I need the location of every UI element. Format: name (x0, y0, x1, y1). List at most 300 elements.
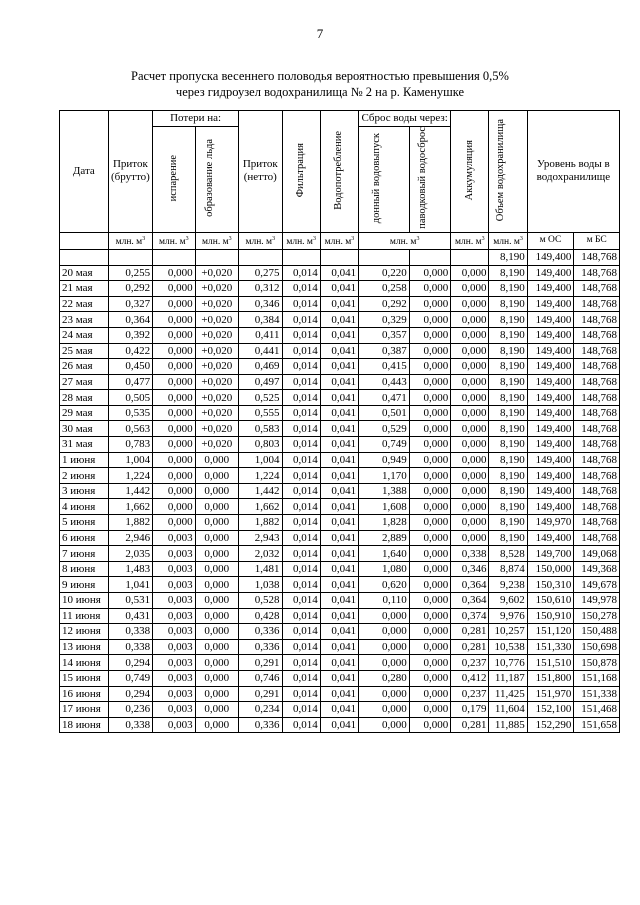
cell-filtration: 0,014 (282, 343, 320, 359)
header-bottom-outlet: донный водовыпуск (370, 132, 382, 223)
cell-level-os: 150,000 (527, 561, 574, 577)
cell-filtration: 0,014 (282, 639, 320, 655)
cell-volume: 8,190 (489, 515, 527, 531)
cell-volume: 8,190 (489, 281, 527, 297)
header-spillway: паводковый водосброс (416, 127, 428, 229)
cell-inflow-gross: 0,338 (108, 624, 153, 640)
cell-bottom-outlet: 0,749 (359, 437, 410, 453)
cell-spillway: 0,000 (409, 561, 450, 577)
header-inflow-gross: Приток (брутто) (108, 111, 153, 233)
cell-accumulation: 0,000 (451, 483, 489, 499)
cell-consumption: 0,041 (320, 452, 358, 468)
unit-cell: млн. $м^3$ (108, 232, 153, 249)
cell-ice-formation: 0,000 (195, 483, 238, 499)
cell-spillway: 0,000 (409, 296, 450, 312)
cell-date: 3 июня (60, 483, 109, 499)
cell-level-bs: 148,768 (574, 515, 620, 531)
header-inflow-net: Приток (нетто) (239, 111, 282, 233)
cell-volume: 8,190 (489, 390, 527, 406)
cell-consumption: 0,041 (320, 608, 358, 624)
cell-level-bs: 150,488 (574, 624, 620, 640)
cell-evaporation: 0,003 (153, 546, 195, 562)
units-row (60, 232, 620, 249)
page-number: 7 (316, 26, 324, 41)
cell-evaporation: 0,000 (153, 374, 195, 390)
cell-level-os: 149,400 (527, 405, 574, 421)
cell-level-bs: 150,698 (574, 639, 620, 655)
cell-date: 13 июня (60, 639, 109, 655)
cell-bottom-outlet: 0,471 (359, 390, 410, 406)
cell-spillway: 0,000 (409, 593, 450, 609)
initial-volume: 8,190 (489, 249, 527, 265)
table-row (60, 593, 620, 609)
cell-consumption: 0,041 (320, 593, 358, 609)
header-accumulation-cell (451, 111, 489, 233)
cell-evaporation: 0,000 (153, 281, 195, 297)
cell-consumption: 0,041 (320, 702, 358, 718)
table-row (60, 405, 620, 421)
cell-level-bs: 149,678 (574, 577, 620, 593)
cell-spillway: 0,000 (409, 702, 450, 718)
cell-filtration: 0,014 (282, 483, 320, 499)
cell-filtration: 0,014 (282, 281, 320, 297)
cell-accumulation: 0,000 (451, 405, 489, 421)
cell-accumulation: 0,364 (451, 593, 489, 609)
cell-filtration: 0,014 (282, 296, 320, 312)
cell-filtration: 0,014 (282, 312, 320, 328)
cell-inflow-gross: 0,392 (108, 327, 153, 343)
cell-date: 4 июня (60, 499, 109, 515)
cell-volume: 8,190 (489, 452, 527, 468)
cell-volume: 11,187 (489, 670, 527, 686)
cell-date: 24 мая (60, 327, 109, 343)
cell-evaporation: 0,003 (153, 686, 195, 702)
cell-accumulation: 0,000 (451, 296, 489, 312)
cell-level-os: 151,120 (527, 624, 574, 640)
cell-spillway: 0,000 (409, 452, 450, 468)
header-evaporation-cell (153, 127, 195, 233)
cell-consumption: 0,041 (320, 561, 358, 577)
cell-level-bs: 148,768 (574, 483, 620, 499)
cell-bottom-outlet: 2,889 (359, 530, 410, 546)
cell-inflow-net: 1,038 (239, 577, 282, 593)
cell-level-os: 149,400 (527, 530, 574, 546)
cell-level-os: 149,400 (527, 281, 574, 297)
cell-ice-formation: +0,020 (195, 343, 238, 359)
cell-spillway: 0,000 (409, 437, 450, 453)
cell-spillway: 0,000 (409, 515, 450, 531)
cell-evaporation: 0,000 (153, 265, 195, 281)
cell-ice-formation: +0,020 (195, 390, 238, 406)
cell-ice-formation: +0,020 (195, 405, 238, 421)
cell-evaporation: 0,003 (153, 593, 195, 609)
cell-inflow-gross: 0,422 (108, 343, 153, 359)
initial-row (60, 249, 620, 265)
cell-bottom-outlet: 0,529 (359, 421, 410, 437)
table-row (60, 702, 620, 718)
cell-filtration: 0,014 (282, 405, 320, 421)
cell-inflow-net: 1,004 (239, 452, 282, 468)
cell-evaporation: 0,000 (153, 327, 195, 343)
cell-filtration: 0,014 (282, 499, 320, 515)
cell-evaporation: 0,003 (153, 561, 195, 577)
cell-spillway: 0,000 (409, 483, 450, 499)
cell-inflow-net: 0,803 (239, 437, 282, 453)
cell-inflow-net: 0,469 (239, 359, 282, 375)
cell-filtration: 0,014 (282, 515, 320, 531)
cell-level-os: 150,310 (527, 577, 574, 593)
cell-volume: 8,190 (489, 374, 527, 390)
header-filtration-cell (282, 111, 320, 233)
unit-m-bs: м БС (574, 232, 620, 249)
cell-accumulation: 0,281 (451, 717, 489, 733)
cell-ice-formation: 0,000 (195, 639, 238, 655)
cell-level-bs: 151,338 (574, 686, 620, 702)
cell-ice-formation: +0,020 (195, 359, 238, 375)
cell-accumulation: 0,000 (451, 437, 489, 453)
cell-evaporation: 0,000 (153, 296, 195, 312)
cell-volume: 11,885 (489, 717, 527, 733)
cell-filtration: 0,014 (282, 561, 320, 577)
cell-inflow-gross: 0,783 (108, 437, 153, 453)
table-row (60, 530, 620, 546)
table-row (60, 639, 620, 655)
cell-volume: 8,190 (489, 530, 527, 546)
cell-inflow-gross: 0,431 (108, 608, 153, 624)
cell-volume: 8,190 (489, 421, 527, 437)
cell-accumulation: 0,000 (451, 312, 489, 328)
cell-level-bs: 148,768 (574, 530, 620, 546)
cell-bottom-outlet: 0,280 (359, 670, 410, 686)
cell-consumption: 0,041 (320, 499, 358, 515)
cell-consumption: 0,041 (320, 530, 358, 546)
header-date: Дата (60, 111, 109, 233)
cell-level-os: 149,400 (527, 265, 574, 281)
cell-bottom-outlet: 0,329 (359, 312, 410, 328)
cell-volume: 8,190 (489, 483, 527, 499)
cell-level-bs: 148,768 (574, 437, 620, 453)
cell-filtration: 0,014 (282, 374, 320, 390)
header-filtration: Фильтрация (295, 142, 307, 198)
cell-level-os: 149,400 (527, 374, 574, 390)
cell-ice-formation: 0,000 (195, 717, 238, 733)
cell-consumption: 0,041 (320, 405, 358, 421)
cell-consumption: 0,041 (320, 483, 358, 499)
cell-evaporation: 0,003 (153, 624, 195, 640)
cell-level-os: 151,970 (527, 686, 574, 702)
cell-volume: 10,776 (489, 655, 527, 671)
cell-ice-formation: 0,000 (195, 686, 238, 702)
cell-date: 18 июня (60, 717, 109, 733)
cell-ice-formation: 0,000 (195, 577, 238, 593)
table-row (60, 468, 620, 484)
header-volume: Объем водохранилища (495, 118, 507, 221)
cell-date: 9 июня (60, 577, 109, 593)
cell-inflow-net: 1,662 (239, 499, 282, 515)
cell-volume: 9,238 (489, 577, 527, 593)
cell-date: 10 июня (60, 593, 109, 609)
cell-inflow-gross: 1,041 (108, 577, 153, 593)
cell-spillway: 0,000 (409, 374, 450, 390)
flood-calculation-table (59, 110, 620, 733)
unit-cell: млн. $м^3$ (282, 232, 320, 249)
cell-level-bs: 148,768 (574, 405, 620, 421)
cell-consumption: 0,041 (320, 374, 358, 390)
cell-volume: 8,528 (489, 546, 527, 562)
cell-ice-formation: 0,000 (195, 702, 238, 718)
cell-accumulation: 0,338 (451, 546, 489, 562)
header-consumption: Водопотребление (333, 130, 345, 210)
cell-level-bs: 148,768 (574, 312, 620, 328)
cell-date: 28 мая (60, 390, 109, 406)
cell-spillway: 0,000 (409, 405, 450, 421)
cell-level-bs: 149,368 (574, 561, 620, 577)
cell-accumulation: 0,000 (451, 390, 489, 406)
cell-inflow-gross: 1,224 (108, 468, 153, 484)
cell-inflow-gross: 0,338 (108, 717, 153, 733)
cell-bottom-outlet: 1,080 (359, 561, 410, 577)
cell-ice-formation: 0,000 (195, 515, 238, 531)
cell-level-bs: 148,768 (574, 296, 620, 312)
cell-bottom-outlet: 0,000 (359, 702, 410, 718)
cell-inflow-gross: 0,535 (108, 405, 153, 421)
cell-level-os: 150,610 (527, 593, 574, 609)
cell-bottom-outlet: 0,000 (359, 655, 410, 671)
cell-inflow-gross: 0,749 (108, 670, 153, 686)
cell-bottom-outlet: 0,501 (359, 405, 410, 421)
cell-filtration: 0,014 (282, 593, 320, 609)
initial-level-os: 149,400 (527, 249, 574, 265)
cell-filtration: 0,014 (282, 577, 320, 593)
cell-inflow-gross: 0,505 (108, 390, 153, 406)
cell-spillway: 0,000 (409, 468, 450, 484)
cell-volume: 10,257 (489, 624, 527, 640)
cell-date: 14 июня (60, 655, 109, 671)
table-row (60, 374, 620, 390)
cell-ice-formation: 0,000 (195, 530, 238, 546)
cell-inflow-gross: 1,442 (108, 483, 153, 499)
cell-inflow-gross: 0,236 (108, 702, 153, 718)
table-row (60, 686, 620, 702)
header-discharge: Сброс воды через: (359, 111, 451, 127)
cell-level-bs: 148,768 (574, 374, 620, 390)
cell-evaporation: 0,000 (153, 405, 195, 421)
cell-inflow-net: 0,441 (239, 343, 282, 359)
cell-spillway: 0,000 (409, 655, 450, 671)
cell-filtration: 0,014 (282, 655, 320, 671)
title-line-2: через гидроузел водохранилища № 2 на р. Каменушке (175, 85, 465, 99)
cell-bottom-outlet: 0,000 (359, 624, 410, 640)
cell-consumption: 0,041 (320, 515, 358, 531)
table-row (60, 655, 620, 671)
table-row (60, 359, 620, 375)
cell-date: 2 июня (60, 468, 109, 484)
cell-bottom-outlet: 1,388 (359, 483, 410, 499)
cell-inflow-net: 2,943 (239, 530, 282, 546)
cell-inflow-net: 0,497 (239, 374, 282, 390)
cell-inflow-net: 1,442 (239, 483, 282, 499)
unit-cell: млн. $м^3$ (489, 232, 527, 249)
cell-volume: 8,190 (489, 343, 527, 359)
header-evaporation: испарение (167, 154, 179, 202)
cell-evaporation: 0,003 (153, 577, 195, 593)
cell-ice-formation: +0,020 (195, 281, 238, 297)
cell-accumulation: 0,179 (451, 702, 489, 718)
cell-inflow-net: 1,224 (239, 468, 282, 484)
cell-accumulation: 0,281 (451, 639, 489, 655)
cell-level-os: 149,400 (527, 296, 574, 312)
cell-bottom-outlet: 1,170 (359, 468, 410, 484)
cell-ice-formation: +0,020 (195, 327, 238, 343)
cell-date: 20 мая (60, 265, 109, 281)
cell-spillway: 0,000 (409, 359, 450, 375)
cell-volume: 8,190 (489, 312, 527, 328)
cell-evaporation: 0,003 (153, 670, 195, 686)
cell-accumulation: 0,346 (451, 561, 489, 577)
cell-evaporation: 0,000 (153, 312, 195, 328)
cell-filtration: 0,014 (282, 452, 320, 468)
cell-bottom-outlet: 0,415 (359, 359, 410, 375)
cell-spillway: 0,000 (409, 577, 450, 593)
cell-date: 6 июня (60, 530, 109, 546)
cell-bottom-outlet: 0,620 (359, 577, 410, 593)
cell-level-bs: 148,768 (574, 499, 620, 515)
cell-inflow-net: 0,525 (239, 390, 282, 406)
cell-ice-formation: 0,000 (195, 452, 238, 468)
header-volume-cell (489, 111, 527, 233)
cell-consumption: 0,041 (320, 624, 358, 640)
cell-level-os: 149,400 (527, 390, 574, 406)
cell-filtration: 0,014 (282, 608, 320, 624)
unit-cell: млн. $м^3$ (359, 232, 451, 249)
table-row (60, 281, 620, 297)
cell-spillway: 0,000 (409, 281, 450, 297)
cell-accumulation: 0,000 (451, 468, 489, 484)
cell-bottom-outlet: 0,292 (359, 296, 410, 312)
cell-consumption: 0,041 (320, 281, 358, 297)
cell-filtration: 0,014 (282, 265, 320, 281)
cell-inflow-gross: 0,292 (108, 281, 153, 297)
cell-date: 26 мая (60, 359, 109, 375)
cell-date: 22 мая (60, 296, 109, 312)
cell-spillway: 0,000 (409, 390, 450, 406)
cell-consumption: 0,041 (320, 390, 358, 406)
cell-evaporation: 0,003 (153, 639, 195, 655)
cell-evaporation: 0,003 (153, 655, 195, 671)
cell-consumption: 0,041 (320, 359, 358, 375)
cell-bottom-outlet: 0,949 (359, 452, 410, 468)
cell-ice-formation: +0,020 (195, 296, 238, 312)
cell-inflow-net: 1,481 (239, 561, 282, 577)
header-consumption-cell (320, 111, 358, 233)
cell-level-os: 149,700 (527, 546, 574, 562)
cell-level-os: 149,400 (527, 343, 574, 359)
cell-inflow-net: 0,336 (239, 624, 282, 640)
cell-filtration: 0,014 (282, 686, 320, 702)
cell-bottom-outlet: 0,000 (359, 639, 410, 655)
cell-date: 16 июня (60, 686, 109, 702)
cell-spillway: 0,000 (409, 265, 450, 281)
cell-filtration: 0,014 (282, 717, 320, 733)
cell-accumulation: 0,364 (451, 577, 489, 593)
cell-volume: 11,425 (489, 686, 527, 702)
cell-level-os: 149,400 (527, 327, 574, 343)
cell-volume: 9,602 (489, 593, 527, 609)
cell-bottom-outlet: 0,000 (359, 608, 410, 624)
cell-spillway: 0,000 (409, 327, 450, 343)
cell-spillway: 0,000 (409, 686, 450, 702)
cell-level-os: 152,290 (527, 717, 574, 733)
unit-cell: млн. $м^3$ (451, 232, 489, 249)
cell-level-os: 149,400 (527, 359, 574, 375)
document-title (0, 68, 640, 100)
cell-filtration: 0,014 (282, 702, 320, 718)
table-row (60, 437, 620, 453)
cell-inflow-gross: 1,662 (108, 499, 153, 515)
cell-accumulation: 0,374 (451, 608, 489, 624)
cell-date: 29 мая (60, 405, 109, 421)
cell-filtration: 0,014 (282, 670, 320, 686)
table-row (60, 296, 620, 312)
cell-ice-formation: 0,000 (195, 499, 238, 515)
cell-ice-formation: +0,020 (195, 437, 238, 453)
cell-accumulation: 0,237 (451, 655, 489, 671)
cell-date: 17 июня (60, 702, 109, 718)
cell-bottom-outlet: 0,220 (359, 265, 410, 281)
cell-level-os: 151,800 (527, 670, 574, 686)
cell-inflow-net: 0,346 (239, 296, 282, 312)
cell-filtration: 0,014 (282, 359, 320, 375)
unit-cell: млн. $м^3$ (239, 232, 282, 249)
table-row (60, 577, 620, 593)
cell-evaporation: 0,000 (153, 390, 195, 406)
cell-bottom-outlet: 1,828 (359, 515, 410, 531)
unit-cell: млн. $м^3$ (320, 232, 358, 249)
cell-inflow-gross: 0,255 (108, 265, 153, 281)
cell-inflow-gross: 0,450 (108, 359, 153, 375)
cell-date: 12 июня (60, 624, 109, 640)
cell-evaporation: 0,000 (153, 499, 195, 515)
cell-consumption: 0,041 (320, 577, 358, 593)
cell-volume: 10,538 (489, 639, 527, 655)
cell-volume: 9,976 (489, 608, 527, 624)
cell-inflow-net: 0,746 (239, 670, 282, 686)
header-losses: Потери на: (153, 111, 239, 127)
cell-level-os: 149,400 (527, 499, 574, 515)
cell-accumulation: 0,000 (451, 281, 489, 297)
cell-inflow-net: 0,291 (239, 655, 282, 671)
table-row (60, 327, 620, 343)
cell-ice-formation: 0,000 (195, 546, 238, 562)
cell-ice-formation: 0,000 (195, 670, 238, 686)
cell-evaporation: 0,003 (153, 530, 195, 546)
cell-consumption: 0,041 (320, 327, 358, 343)
cell-accumulation: 0,281 (451, 624, 489, 640)
cell-level-bs: 149,068 (574, 546, 620, 562)
cell-bottom-outlet: 0,443 (359, 374, 410, 390)
cell-inflow-gross: 1,483 (108, 561, 153, 577)
cell-bottom-outlet: 1,608 (359, 499, 410, 515)
cell-inflow-gross: 1,004 (108, 452, 153, 468)
cell-inflow-net: 0,336 (239, 717, 282, 733)
table-row (60, 499, 620, 515)
cell-ice-formation: +0,020 (195, 265, 238, 281)
cell-filtration: 0,014 (282, 437, 320, 453)
cell-consumption: 0,041 (320, 296, 358, 312)
table-row (60, 670, 620, 686)
cell-inflow-net: 0,336 (239, 639, 282, 655)
cell-date: 1 июня (60, 452, 109, 468)
